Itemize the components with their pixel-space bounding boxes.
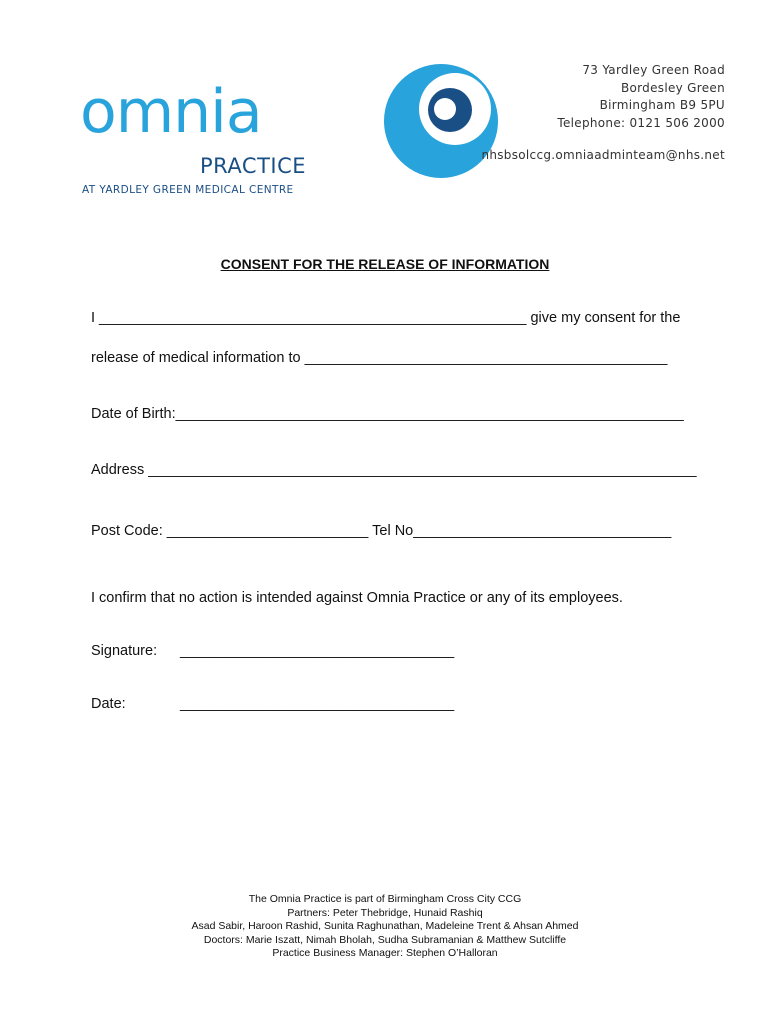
- signature-label: Signature:: [91, 643, 158, 659]
- footer-line-1: The Omnia Practice is part of Birmingham Cross City CCG: [248, 893, 522, 905]
- footer-line-2: Partners: Peter Thebridge, Hunaid Rashiq: [287, 906, 483, 919]
- address-line-3: Birmingham B9 5PU: [599, 98, 725, 112]
- date-of-birth-line[interactable]: Date of Birth:_______________________________________________________________: [91, 406, 684, 422]
- footer-line-4: Doctors: Marie Iszatt, Nimah Bholah, Sudha Subramanian & Matthew Sutcliffe: [203, 933, 567, 946]
- practice-address: [557, 62, 725, 132]
- release-to-line[interactable]: release of medical information to _____________________________________________: [91, 350, 668, 366]
- footer-line-5: Practice Business Manager: Stephen O’Halloran: [272, 947, 498, 959]
- signature-field[interactable]: __________________________________: [180, 643, 455, 659]
- date-field[interactable]: __________________________________: [180, 696, 455, 712]
- address-line-2: Bordesley Green: [620, 80, 725, 95]
- confirmation-statement: I confirm that no action is intended against Omnia Practice or any of its employees.: [91, 590, 623, 606]
- postcode-tel-line[interactable]: Post Code: _________________________ Tel No________________________________: [91, 523, 672, 539]
- footer-line-3: Asad Sabir, Haroon Rashid, Sunita Raghunathan, Madeleine Trent & Ahsan Ahmed: [191, 920, 579, 932]
- address-line-1: 73 Yardley Green Road: [582, 63, 725, 77]
- date-label: Date:: [91, 696, 126, 712]
- logo-omnia-text: omnia: [80, 77, 262, 147]
- address-line[interactable]: Address ____________________________________________________________________: [91, 462, 697, 478]
- logo-practice-text: PRACTICE: [200, 154, 307, 178]
- telephone: Telephone: 0121 506 2000: [557, 115, 725, 130]
- email-address: nhsbsolccg.omniaadminteam@nhs.net: [481, 148, 725, 162]
- form-title: CONSENT FOR THE RELEASE OF INFORMATION: [220, 256, 550, 272]
- consent-line[interactable]: I _____________________________________________________ give my consent for the: [91, 310, 681, 326]
- logo-subtitle: AT YARDLEY GREEN MEDICAL CENTRE: [82, 184, 294, 196]
- footer: [0, 893, 770, 961]
